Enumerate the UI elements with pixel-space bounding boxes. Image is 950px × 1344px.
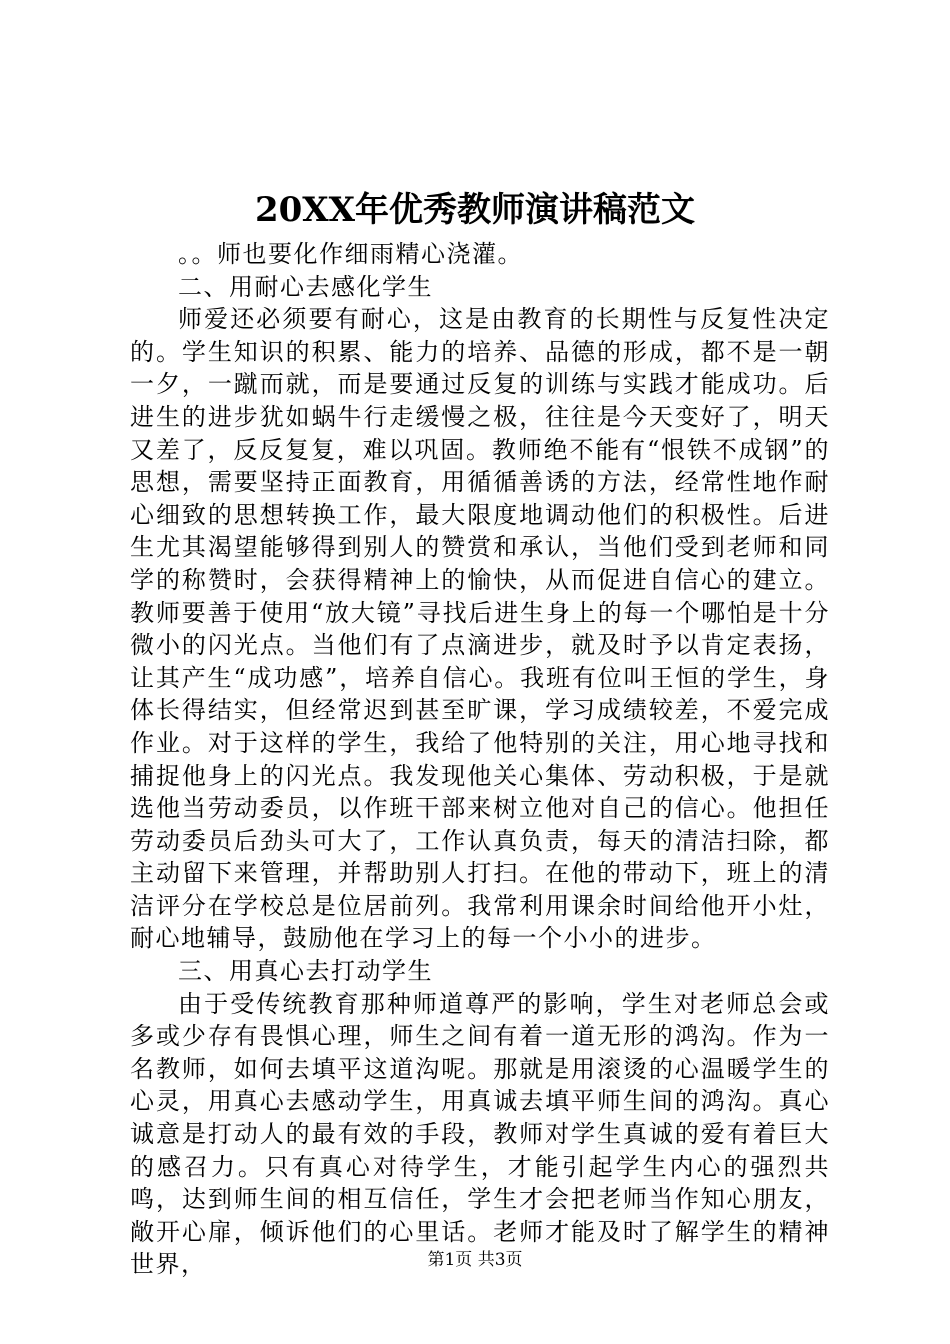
section-heading: 三、用真心去打动学生 (178, 957, 433, 986)
document-body (130, 238, 830, 1281)
document-title: 20XX年优秀教师演讲稿范文 (254, 190, 696, 230)
paragraph: 。。师也要化作细雨精心浇灌。 (178, 240, 523, 268)
paragraph: 由于受传统教育那种师道尊严的影响，学生对老师总会或多或少存有畏惧心理，师生之间有着一道无形的鸿沟。作为一名教师，如何去填平这道沟呢。那就是用滚烫的心温暖学生的心灵，用真心去感动学生，用真诚去填平师生间的鸿沟。真心诚意是打动人的最有效的手段，教师对学生真诚的爱有着巨大的感召力。只有真心对待学生，才能引起学生内心的强烈共鸣，达到师生间的相互信任，学生才会把老师当作知心朋友，敞开心扉，倾诉他们的心里话。老师才能及时了解学生的精神世界， (130, 989, 830, 1279)
section-heading: 二、用耐心去感化学生 (178, 272, 433, 301)
page-footer: 第1页 共3页 (427, 1250, 523, 1270)
paragraph: 师爱还必须要有耐心，这是由教育的长期性与反复性决定的。学生知识的积累、能力的培养、品德的形成，都不是一朝一夕，一蹴而就，而是要通过反复的训练与实践才能成功。后进生的进步犹如蜗牛行走缓慢之极，往往是今天变好了，明天又差了，反反复复，难以巩固。教师绝不能有“恨铁不成钢”的思想，需要坚持正面教育，用循循善诱的方法，经常性地作耐心细致的思想转换工作，最大限度地调动他们的积极性。后进生尤其渴望能够得到别人的赞赏和承认，当他们受到老师和同学的称赞时，会获得精神上的愉快，从而促进自信心的建立。教师要善于使用“放大镜”寻找后进生身上的每一个哪怕是十分微小的闪光点。当他们有了点滴进步，就及时予以肯定表扬，让其产生“成功感”，培养自信心。我班有位叫王恒的学生，身体长得结实，但经常迟到甚至旷课，学习成绩较差，不爱完成作业。对于这样的学生，我给了他特别的关注，用心地寻找和捕捉他身上的闪光点。我发现他关心集体、劳动积极，于是就选他当劳动委员，以作班干部来树立他对自己的信心。他担任劳动委员后劲头可大了，工作认真负责，每天的清洁扫除，都主动留下来管理，并帮助别人打扫。在他的带动下，班上的清洁评分在学校总是位居前列。我常利用课余时间给他开小灶，耐心地辅导，鼓励他在学习上的每一个小小的进步。 (130, 305, 830, 953)
